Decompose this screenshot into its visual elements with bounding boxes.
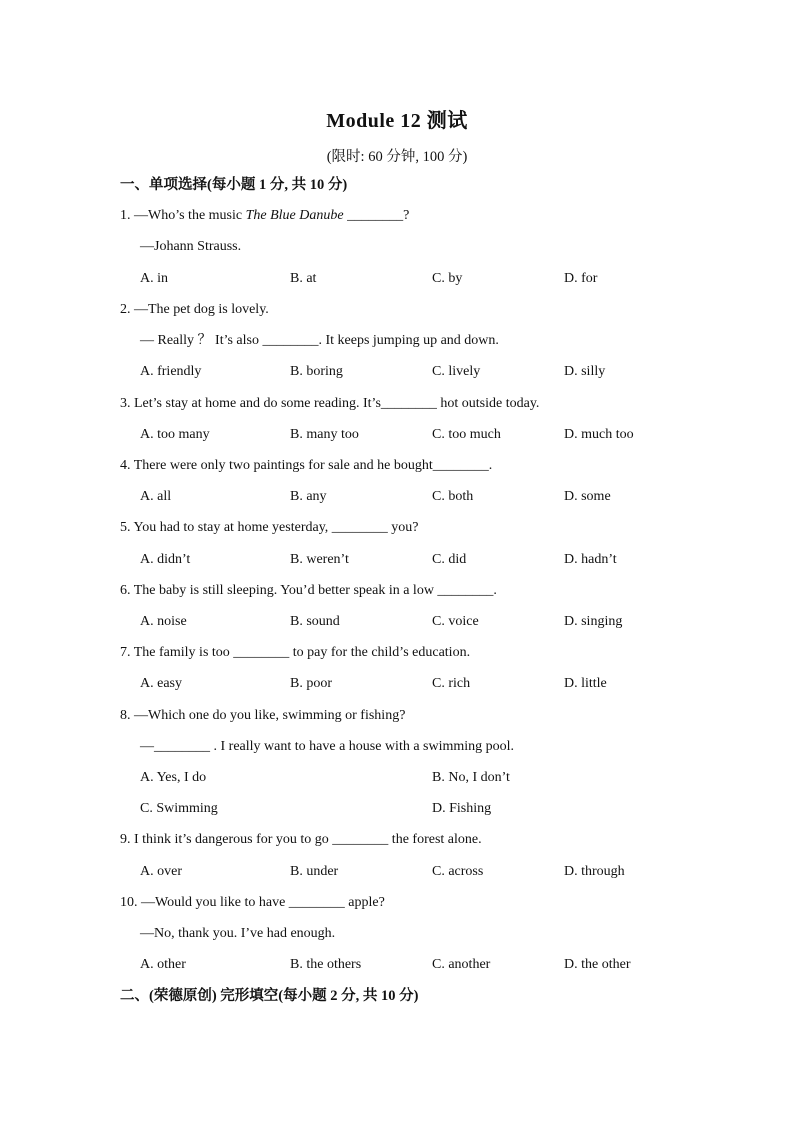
question-10-option-d: D. the other — [564, 957, 631, 972]
question-8-option-d: D. Fishing — [432, 801, 492, 816]
question-1-text: 1. —Who’s the music — [120, 208, 246, 223]
question-7-option-d: D. little — [564, 676, 607, 691]
question-2-option-c: C. lively — [432, 364, 481, 379]
question-10-option-c: C. another — [432, 957, 491, 972]
question-3-option-c: C. too much — [432, 427, 501, 442]
question-10-stem: 10. —Would you like to have ________ apple? — [120, 895, 385, 910]
section-heading-2: 二、(荣德原创) 完形填空(每小题 2 分, 共 10 分) — [120, 988, 419, 1004]
question-3-stem: 3. Let’s stay at home and do some reading. It’s________ hot outside today. — [120, 396, 540, 411]
question-1-title: The Blue Danube — [245, 208, 344, 223]
question-1-response: —Johann Strauss. — [140, 239, 242, 254]
question-1-stem — [120, 207, 409, 225]
question-5-option-a: A. didn’t — [140, 552, 191, 567]
question-4-option-d: D. some — [564, 489, 611, 504]
question-8-stem: 8. —Which one do you like, swimming or fishing? — [120, 708, 406, 723]
question-10-option-b: B. the others — [290, 957, 362, 972]
question-4-stem: 4. There were only two paintings for sale and he bought________. — [120, 458, 493, 473]
question-3-option-d: D. much too — [564, 427, 634, 442]
question-7-option-c: C. rich — [432, 676, 471, 691]
question-9-option-c: C. across — [432, 864, 484, 879]
question-3-option-a: A. too many — [140, 427, 210, 442]
question-2-response: — Really ？ It’s also ________. It keeps jumping up and down. — [140, 333, 499, 348]
question-2-option-d: D. silly — [564, 364, 606, 379]
question-8-option-b: B. No, I don’t — [432, 770, 510, 785]
question-7-option-b: B. poor — [290, 676, 332, 691]
question-5-option-b: B. weren’t — [290, 552, 349, 567]
question-1-option-d: D. for — [564, 271, 598, 286]
section-heading-1: 一、单项选择(每小题 1 分, 共 10 分) — [120, 177, 348, 193]
question-1-option-b: B. at — [290, 271, 317, 286]
question-6-option-d: D. singing — [564, 614, 623, 629]
page-title: Module 12 测试 — [326, 110, 468, 132]
question-3-option-b: B. many too — [290, 427, 359, 442]
question-9-option-a: A. over — [140, 864, 182, 879]
question-2-option-b: B. boring — [290, 364, 343, 379]
question-5-stem: 5. You had to stay at home yesterday, ________ you? — [120, 520, 419, 535]
question-4-option-c: C. both — [432, 489, 474, 504]
question-2-stem: 2. —The pet dog is lovely. — [120, 302, 269, 317]
question-10-option-a: A. other — [140, 957, 186, 972]
question-1-option-a: A. in — [140, 271, 168, 286]
question-9-option-d: D. through — [564, 864, 625, 879]
question-7-stem: 7. The family is too ________ to pay for the child’s education. — [120, 645, 471, 660]
question-5-option-c: C. did — [432, 552, 467, 567]
question-4-option-b: B. any — [290, 489, 327, 504]
question-4-option-a: A. all — [140, 489, 172, 504]
question-5-option-d: D. hadn’t — [564, 552, 617, 567]
question-2-option-a: A. friendly — [140, 364, 202, 379]
question-8-option-c: C. Swimming — [140, 801, 218, 816]
question-6-stem: 6. The baby is still sleeping. You’d better speak in a low ________. — [120, 583, 497, 598]
question-1-blank: ________? — [343, 208, 410, 223]
question-6-option-a: A. noise — [140, 614, 187, 629]
question-8-option-a: A. Yes, I do — [140, 770, 207, 785]
question-9-stem: 9. I think it’s dangerous for you to go ________ the forest alone. — [120, 832, 482, 847]
question-6-option-b: B. sound — [290, 614, 340, 629]
question-7-option-a: A. easy — [140, 676, 182, 691]
question-6-option-c: C. voice — [432, 614, 479, 629]
page-subtitle: (限时: 60 分钟, 100 分) — [326, 149, 468, 165]
question-9-option-b: B. under — [290, 864, 339, 879]
question-1-option-c: C. by — [432, 271, 463, 286]
question-10-response: —No, thank you. I’ve had enough. — [140, 926, 336, 941]
question-8-response: —________ . I really want to have a house with a swimming pool. — [140, 739, 515, 754]
